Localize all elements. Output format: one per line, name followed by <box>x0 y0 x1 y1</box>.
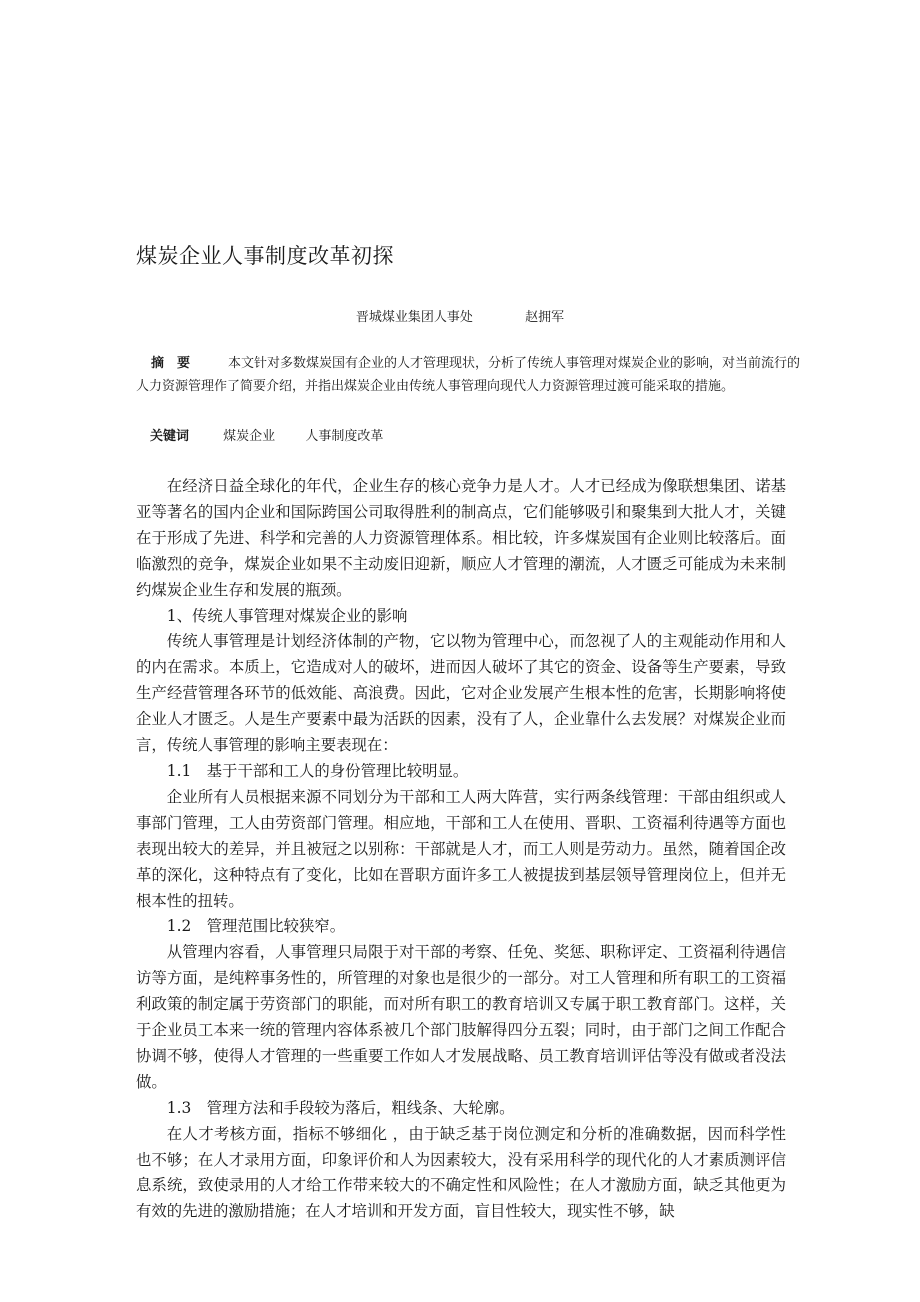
body-paragraph: 在人才考核方面，指标不够细化 ，由于缺乏基于岗位测定和分析的准确数据，因而科学性也不够；在人才录用方面，印象评价和人为因素较大，没有采用科学的现代化的人才素质测评信息系统，致使录用的人才给工作带来较大的不确定性和风险性；在人才激励方面，缺乏其他更为有效的先进的激励措施；在人才培训和开发方面，盲目性较大，现实性不够，缺 <box>136 1124 786 1221</box>
document-title: 煤炭企业人事制度改革初探 <box>136 244 394 268</box>
author-name: 赵拥军 <box>525 310 565 325</box>
abstract-label: 摘 要 <box>151 356 191 371</box>
section-heading: 1.3 管理方法和手段较为落后，粗线条、大轮廓。 <box>166 1098 515 1117</box>
keyword: 人事制度改革 <box>305 429 384 444</box>
section-heading: 1.2 管理范围比较狭窄。 <box>166 917 346 936</box>
byline <box>0 306 920 325</box>
keyword: 煤炭企业 <box>223 429 276 444</box>
body-paragraph: 企业所有人员根据来源不同划分为干部和工人两大阵营，实行两条线管理：干部由组织或人事部门管理，工人由劳资部门管理。相应地，干部和工人在使用、晋职、工资福利待遇等方面也表现出较大的差异，并且被冠之以别称：干部就是人才，而工人则是劳动力。虽然，随着国企改革的深化，这种特点有了变化，比如在晋职方面许多工人被提拔到基层领导管理岗位上，但并无根本性的扭转。 <box>136 787 786 910</box>
body-text <box>136 474 786 1225</box>
section-heading: 1.1 基于干部和工人的身份管理比较明显。 <box>166 761 469 780</box>
author-organization: 晋城煤业集团人事处 <box>355 310 473 325</box>
body-paragraph: 在经济日益全球化的年代，企业生存的核心竞争力是人才。人才已经成为像联想集团、诺基亚等著名的国内企业和国际跨国公司取得胜利的制高点，它们能够吸引和聚集到大批人才，关键在于形成了先进、科学和完善的人力资源管理体系。相比较，许多煤炭国有企业则比较落后。面临激烈的竞争，煤炭企业如果不主动废旧迎新，顺应人才管理的潮流，人才匮乏可能成为未来制约煤炭企业生存和发展的瓶颈。 <box>136 477 786 599</box>
abstract <box>136 352 802 398</box>
section-heading: 1、传统人事管理对煤炭企业的影响 <box>166 606 408 625</box>
keywords-label: 关键词 <box>150 429 190 444</box>
keywords <box>150 425 409 448</box>
abstract-text: 本文针对多数煤炭国有企业的人才管理现状，分析了传统人事管理对煤炭企业的影响，对当前流行的人力资源管理作了简要介绍，并指出煤炭企业由传统人事管理向现代人力资源管理过渡可能采取的措施。 <box>136 356 801 394</box>
body-paragraph: 传统人事管理是计划经济体制的产物，它以物为管理中心，而忽视了人的主观能动作用和人的内在需求。本质上，它造成对人的破坏，进而因人破坏了其它的资金、设备等生产要素，导致生产经营管理各环节的低效能、高浪费。因此，它对企业发展产生根本性的危害，长期影响将使企业人才匮乏。人是生产要素中最为活跃的因素，没有了人，企业靠什么去发展？对煤炭企业而言，传统人事管理的影响主要表现在： <box>136 632 786 755</box>
body-paragraph: 从管理内容看，人事管理只局限于对干部的考察、任免、奖惩、职称评定、工资福利待遇信访等方面，是纯粹事务性的，所管理的对象也是很少的一部分。对工人管理和所有职工的工资福利政策的制定属于劳资部门的职能，而对所有职工的教育培训又专属于职工教育部门。这样，关于企业员工本来一统的管理内容体系被几个部门肢解得四分五裂；同时，由于部门之间工作配合协调不够，使得人才管理的一些重要工作如人才发展战略、员工教育培训评估等没有做或者没法做。 <box>136 943 786 1091</box>
